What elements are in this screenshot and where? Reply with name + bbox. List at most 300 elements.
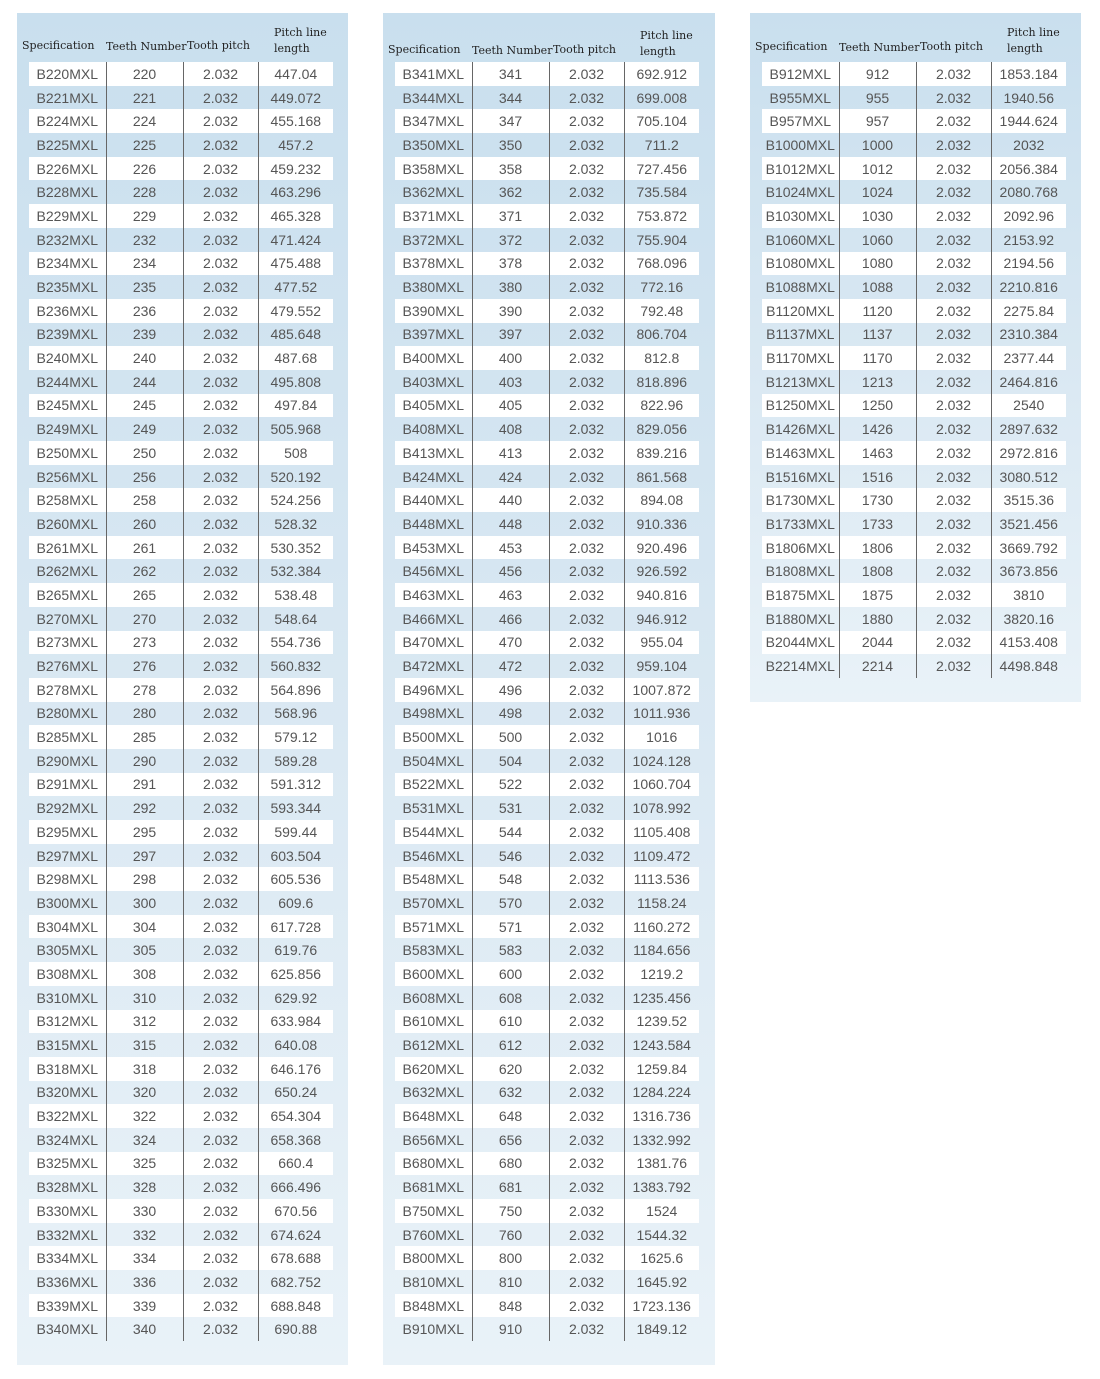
cell-teeth-number: 612 [472, 1033, 549, 1057]
cell-specification: B285MXL [29, 725, 106, 749]
cell-specification: B440MXL [395, 488, 472, 512]
cell-teeth-number: 245 [106, 394, 183, 418]
cell-teeth-number: 456 [472, 559, 549, 583]
cell-pitch-line-length: 447.04 [258, 62, 333, 86]
cell-teeth-number: 290 [106, 749, 183, 773]
cell-teeth-number: 424 [472, 465, 549, 489]
table-row [762, 157, 1066, 181]
cell-specification: B810MXL [402, 1273, 464, 1290]
table-row [29, 86, 333, 110]
belt-table-2 [395, 62, 699, 1341]
cell-specification: B957MXL [762, 109, 839, 133]
cell-teeth-number: 229 [106, 204, 183, 228]
table-row [395, 607, 699, 631]
table-row [762, 62, 1066, 86]
header-length: length [274, 42, 310, 55]
cell-pitch-line-length: 727.456 [624, 157, 699, 181]
cell-specification: B265MXL [29, 583, 106, 607]
table-row [29, 1175, 333, 1199]
table-row [29, 1081, 333, 1105]
table-row [395, 986, 699, 1010]
cell-teeth-number: 912 [839, 62, 916, 86]
cell-specification: B466MXL [402, 610, 464, 627]
table-row [29, 323, 333, 347]
cell-teeth-number: 610 [472, 1010, 549, 1034]
cell-specification: B390MXL [395, 299, 472, 323]
cell-tooth-pitch: 2.032 [549, 583, 624, 607]
cell-specification: B1000MXL [765, 136, 835, 153]
table-row [395, 275, 699, 299]
table-row [395, 1175, 699, 1199]
cell-tooth-pitch: 2.032 [183, 631, 258, 655]
cell-pitch-line-length: 3673.856 [991, 559, 1066, 583]
cell-pitch-line-length: 1259.84 [624, 1057, 699, 1081]
table-row [762, 228, 1066, 252]
cell-specification: B1213MXL [765, 373, 835, 390]
cell-pitch-line-length: 4153.408 [991, 631, 1066, 655]
cell-teeth-number: 1060 [839, 228, 916, 252]
cell-pitch-line-length: 688.848 [258, 1294, 333, 1318]
cell-teeth-number: 1137 [839, 323, 916, 347]
table-row [395, 157, 699, 181]
cell-teeth-number: 244 [106, 370, 183, 394]
cell-tooth-pitch: 2.032 [549, 725, 624, 749]
cell-teeth-number: 400 [472, 346, 549, 370]
header-teeth-number: Teeth Number [839, 41, 920, 54]
cell-specification: B463MXL [395, 583, 472, 607]
cell-pitch-line-length: 699.008 [624, 86, 699, 110]
cell-tooth-pitch: 2.032 [183, 725, 258, 749]
cell-teeth-number: 334 [106, 1246, 183, 1270]
header-tooth-pitch: Tooth pitch [553, 43, 616, 56]
cell-specification: B800MXL [395, 1246, 472, 1270]
cell-tooth-pitch: 2.032 [549, 702, 624, 726]
cell-pitch-line-length: 1940.56 [991, 86, 1066, 110]
cell-pitch-line-length: 2310.384 [991, 323, 1066, 347]
cell-tooth-pitch: 2.032 [183, 133, 258, 157]
table-row [29, 844, 333, 868]
table-row [395, 536, 699, 560]
cell-specification: B583MXL [402, 942, 464, 959]
cell-teeth-number: 955 [839, 86, 916, 110]
cell-tooth-pitch: 2.032 [183, 796, 258, 820]
cell-tooth-pitch: 2.032 [916, 417, 991, 441]
cell-pitch-line-length: 617.728 [258, 915, 333, 939]
cell-teeth-number: 224 [106, 109, 183, 133]
header-tooth-pitch: Tooth pitch [920, 40, 983, 53]
cell-tooth-pitch: 2.032 [183, 607, 258, 631]
table-row [29, 417, 333, 441]
cell-pitch-line-length: 520.192 [258, 465, 333, 489]
table-row [395, 346, 699, 370]
header-specification: Specification [388, 43, 461, 56]
cell-specification: B226MXL [29, 157, 106, 181]
cell-teeth-number: 256 [106, 465, 183, 489]
cell-specification: B1463MXL [762, 441, 839, 465]
table-row [29, 512, 333, 536]
table-row [762, 299, 1066, 323]
header-pitch-line: Pitch line [274, 26, 327, 39]
cell-specification: B522MXL [395, 773, 472, 797]
cell-tooth-pitch: 2.032 [183, 773, 258, 797]
cell-pitch-line-length: 1284.224 [624, 1081, 699, 1105]
cell-teeth-number: 308 [106, 962, 183, 986]
cell-pitch-line-length: 579.12 [258, 725, 333, 749]
cell-specification: B1030MXL [762, 204, 839, 228]
cell-specification: B260MXL [36, 515, 98, 532]
table-row [29, 441, 333, 465]
cell-teeth-number: 332 [106, 1223, 183, 1247]
cell-specification: B358MXL [395, 157, 472, 181]
cell-tooth-pitch: 2.032 [549, 465, 624, 489]
cell-specification: B276MXL [36, 658, 98, 675]
cell-pitch-line-length: 457.2 [258, 133, 333, 157]
cell-teeth-number: 2044 [839, 631, 916, 655]
cell-pitch-line-length: 1016 [624, 725, 699, 749]
cell-specification: B278MXL [29, 678, 106, 702]
cell-tooth-pitch: 2.032 [916, 465, 991, 489]
cell-specification: B1060MXL [765, 231, 835, 248]
cell-teeth-number: 1024 [839, 180, 916, 204]
cell-tooth-pitch: 2.032 [916, 441, 991, 465]
cell-teeth-number: 413 [472, 441, 549, 465]
cell-teeth-number: 504 [472, 749, 549, 773]
table-row [395, 228, 699, 252]
cell-pitch-line-length: 1544.32 [624, 1223, 699, 1247]
table-row [29, 465, 333, 489]
cell-teeth-number: 2214 [839, 654, 916, 678]
table-row [395, 1033, 699, 1057]
cell-tooth-pitch: 2.032 [549, 275, 624, 299]
cell-specification: B334MXL [29, 1246, 106, 1270]
cell-pitch-line-length: 682.752 [258, 1270, 333, 1294]
cell-specification: B224MXL [29, 109, 106, 133]
cell-teeth-number: 800 [472, 1246, 549, 1270]
cell-tooth-pitch: 2.032 [916, 559, 991, 583]
cell-tooth-pitch: 2.032 [183, 488, 258, 512]
table-row [29, 1246, 333, 1270]
cell-tooth-pitch: 2.032 [183, 1223, 258, 1247]
cell-specification: B290MXL [36, 752, 98, 769]
cell-specification: B339MXL [29, 1294, 106, 1318]
cell-specification: B648MXL [395, 1104, 472, 1128]
cell-specification: B270MXL [36, 610, 98, 627]
table-row [395, 1104, 699, 1128]
cell-tooth-pitch: 2.032 [549, 512, 624, 536]
table-row [395, 488, 699, 512]
table-header [383, 13, 715, 63]
cell-tooth-pitch: 2.032 [183, 252, 258, 276]
cell-specification: B362MXL [402, 184, 464, 201]
cell-pitch-line-length: 692.912 [624, 62, 699, 86]
cell-tooth-pitch: 2.032 [183, 559, 258, 583]
table-row [29, 938, 333, 962]
cell-pitch-line-length: 554.736 [258, 631, 333, 655]
cell-specification: B1012MXL [762, 157, 839, 181]
cell-teeth-number: 315 [106, 1033, 183, 1057]
cell-pitch-line-length: 1160.272 [624, 915, 699, 939]
cell-specification: B336MXL [36, 1273, 98, 1290]
cell-pitch-line-length: 463.296 [258, 180, 333, 204]
cell-tooth-pitch: 2.032 [549, 180, 624, 204]
cell-pitch-line-length: 2540 [991, 394, 1066, 418]
cell-teeth-number: 232 [106, 228, 183, 252]
cell-teeth-number: 221 [106, 86, 183, 110]
cell-tooth-pitch: 2.032 [183, 157, 258, 181]
cell-pitch-line-length: 538.48 [258, 583, 333, 607]
cell-teeth-number: 260 [106, 512, 183, 536]
cell-tooth-pitch: 2.032 [549, 346, 624, 370]
cell-tooth-pitch: 2.032 [549, 678, 624, 702]
cell-teeth-number: 1875 [839, 583, 916, 607]
table-row [29, 631, 333, 655]
cell-teeth-number: 910 [472, 1317, 549, 1341]
cell-pitch-line-length: 1524 [624, 1199, 699, 1223]
cell-teeth-number: 750 [472, 1199, 549, 1223]
cell-pitch-line-length: 940.816 [624, 583, 699, 607]
cell-tooth-pitch: 2.032 [549, 1104, 624, 1128]
cell-pitch-line-length: 678.688 [258, 1246, 333, 1270]
cell-tooth-pitch: 2.032 [549, 1317, 624, 1341]
cell-specification: B332MXL [36, 1226, 98, 1243]
cell-pitch-line-length: 1316.736 [624, 1104, 699, 1128]
table-row [395, 654, 699, 678]
cell-pitch-line-length: 755.904 [624, 228, 699, 252]
cell-tooth-pitch: 2.032 [549, 844, 624, 868]
cell-pitch-line-length: 735.584 [624, 180, 699, 204]
table-row [395, 133, 699, 157]
cell-tooth-pitch: 2.032 [916, 157, 991, 181]
cell-specification: B608MXL [402, 989, 464, 1006]
cell-teeth-number: 608 [472, 986, 549, 1010]
cell-pitch-line-length: 1645.92 [624, 1270, 699, 1294]
cell-teeth-number: 1030 [839, 204, 916, 228]
table-panel-1 [17, 13, 348, 1365]
cell-specification: B470MXL [395, 631, 472, 655]
cell-pitch-line-length: 524.256 [258, 488, 333, 512]
cell-pitch-line-length: 629.92 [258, 986, 333, 1010]
cell-pitch-line-length: 2377.44 [991, 346, 1066, 370]
cell-teeth-number: 344 [472, 86, 549, 110]
cell-tooth-pitch: 2.032 [183, 299, 258, 323]
table-panel-3 [750, 13, 1081, 702]
table-row [29, 1057, 333, 1081]
cell-tooth-pitch: 2.032 [549, 1128, 624, 1152]
cell-specification: B225MXL [36, 136, 98, 153]
cell-specification: B1426MXL [765, 421, 835, 438]
cell-teeth-number: 544 [472, 820, 549, 844]
cell-tooth-pitch: 2.032 [183, 1152, 258, 1176]
table-row [29, 1294, 333, 1318]
cell-specification: B1516MXL [765, 468, 835, 485]
cell-tooth-pitch: 2.032 [549, 1294, 624, 1318]
cell-teeth-number: 347 [472, 109, 549, 133]
cell-teeth-number: 226 [106, 157, 183, 181]
cell-pitch-line-length: 1625.6 [624, 1246, 699, 1270]
cell-teeth-number: 1250 [839, 394, 916, 418]
cell-tooth-pitch: 2.032 [183, 1010, 258, 1034]
table-row [29, 1010, 333, 1034]
cell-pitch-line-length: 829.056 [624, 417, 699, 441]
cell-pitch-line-length: 475.488 [258, 252, 333, 276]
cell-pitch-line-length: 568.96 [258, 702, 333, 726]
cell-teeth-number: 291 [106, 773, 183, 797]
cell-teeth-number: 1880 [839, 607, 916, 631]
cell-tooth-pitch: 2.032 [916, 323, 991, 347]
table-row [395, 1081, 699, 1105]
table-row [29, 370, 333, 394]
table-row [395, 370, 699, 394]
table-row [29, 488, 333, 512]
cell-pitch-line-length: 926.592 [624, 559, 699, 583]
cell-specification: B1880MXL [765, 610, 835, 627]
cell-tooth-pitch: 2.032 [549, 536, 624, 560]
cell-pitch-line-length: 1944.624 [991, 109, 1066, 133]
cell-tooth-pitch: 2.032 [549, 986, 624, 1010]
cell-teeth-number: 236 [106, 299, 183, 323]
cell-pitch-line-length: 530.352 [258, 536, 333, 560]
cell-pitch-line-length: 920.496 [624, 536, 699, 560]
cell-tooth-pitch: 2.032 [549, 1246, 624, 1270]
cell-tooth-pitch: 2.032 [549, 299, 624, 323]
cell-specification: B305MXL [36, 942, 98, 959]
cell-teeth-number: 632 [472, 1081, 549, 1105]
cell-tooth-pitch: 2.032 [549, 252, 624, 276]
table-row [395, 512, 699, 536]
table-row [395, 938, 699, 962]
cell-teeth-number: 322 [106, 1104, 183, 1128]
cell-tooth-pitch: 2.032 [916, 180, 991, 204]
cell-pitch-line-length: 1184.656 [624, 938, 699, 962]
table-row [762, 86, 1066, 110]
table-row [29, 702, 333, 726]
cell-teeth-number: 1806 [839, 536, 916, 560]
table-row [29, 1270, 333, 1294]
cell-teeth-number: 810 [472, 1270, 549, 1294]
cell-specification: B324MXL [36, 1131, 98, 1148]
table-row [395, 1152, 699, 1176]
cell-pitch-line-length: 1011.936 [624, 702, 699, 726]
cell-specification: B372MXL [402, 231, 464, 248]
table-row [395, 559, 699, 583]
cell-specification: B424MXL [402, 468, 464, 485]
table-row [29, 109, 333, 133]
cell-teeth-number: 1516 [839, 465, 916, 489]
cell-specification: B405MXL [395, 394, 472, 418]
cell-teeth-number: 292 [106, 796, 183, 820]
cell-pitch-line-length: 1219.2 [624, 962, 699, 986]
table-panel-2 [383, 13, 715, 1365]
cell-teeth-number: 295 [106, 820, 183, 844]
cell-specification: B2044MXL [762, 631, 839, 655]
table-row [395, 1294, 699, 1318]
cell-tooth-pitch: 2.032 [183, 915, 258, 939]
cell-specification: B1024MXL [765, 184, 835, 201]
table-row [29, 252, 333, 276]
cell-specification: B315MXL [36, 1037, 98, 1054]
cell-teeth-number: 297 [106, 844, 183, 868]
cell-specification: B912MXL [762, 62, 839, 86]
cell-tooth-pitch: 2.032 [183, 512, 258, 536]
table-row [29, 796, 333, 820]
cell-tooth-pitch: 2.032 [549, 773, 624, 797]
table-row [29, 725, 333, 749]
cell-pitch-line-length: 505.968 [258, 417, 333, 441]
cell-pitch-line-length: 487.68 [258, 346, 333, 370]
belt-table-1 [29, 62, 333, 1341]
table-row [395, 915, 699, 939]
cell-specification: B330MXL [29, 1199, 106, 1223]
cell-specification: B620MXL [395, 1057, 472, 1081]
cell-teeth-number: 371 [472, 204, 549, 228]
cell-tooth-pitch: 2.032 [549, 133, 624, 157]
cell-teeth-number: 324 [106, 1128, 183, 1152]
cell-teeth-number: 1213 [839, 370, 916, 394]
cell-specification: B544MXL [395, 820, 472, 844]
cell-pitch-line-length: 2153.92 [991, 228, 1066, 252]
cell-teeth-number: 325 [106, 1152, 183, 1176]
table-row [29, 394, 333, 418]
cell-specification: B325MXL [29, 1152, 106, 1176]
cell-tooth-pitch: 2.032 [916, 536, 991, 560]
cell-tooth-pitch: 2.032 [183, 62, 258, 86]
cell-teeth-number: 1463 [839, 441, 916, 465]
cell-pitch-line-length: 792.48 [624, 299, 699, 323]
table-row [29, 299, 333, 323]
cell-tooth-pitch: 2.032 [183, 962, 258, 986]
cell-tooth-pitch: 2.032 [549, 891, 624, 915]
cell-teeth-number: 1170 [839, 346, 916, 370]
cell-pitch-line-length: 2092.96 [991, 204, 1066, 228]
header-specification: Specification [22, 39, 95, 52]
cell-specification: B955MXL [769, 89, 831, 106]
cell-teeth-number: 240 [106, 346, 183, 370]
cell-specification: B610MXL [395, 1010, 472, 1034]
cell-tooth-pitch: 2.032 [916, 488, 991, 512]
cell-specification: B229MXL [29, 204, 106, 228]
cell-teeth-number: 680 [472, 1152, 549, 1176]
cell-tooth-pitch: 2.032 [183, 109, 258, 133]
cell-pitch-line-length: 1239.52 [624, 1010, 699, 1034]
cell-specification: B531MXL [402, 800, 464, 817]
cell-specification: B378MXL [395, 252, 472, 276]
cell-tooth-pitch: 2.032 [183, 1199, 258, 1223]
cell-tooth-pitch: 2.032 [183, 323, 258, 347]
cell-pitch-line-length: 2056.384 [991, 157, 1066, 181]
cell-pitch-line-length: 633.984 [258, 1010, 333, 1034]
cell-teeth-number: 466 [472, 607, 549, 631]
cell-teeth-number: 280 [106, 702, 183, 726]
cell-tooth-pitch: 2.032 [916, 86, 991, 110]
cell-specification: B448MXL [402, 515, 464, 532]
cell-tooth-pitch: 2.032 [916, 394, 991, 418]
cell-teeth-number: 262 [106, 559, 183, 583]
table-row [395, 109, 699, 133]
cell-pitch-line-length: 3080.512 [991, 465, 1066, 489]
cell-pitch-line-length: 705.104 [624, 109, 699, 133]
table-row [29, 1033, 333, 1057]
table-row [762, 252, 1066, 276]
cell-specification: B600MXL [395, 962, 472, 986]
cell-pitch-line-length: 646.176 [258, 1057, 333, 1081]
table-row [29, 867, 333, 891]
cell-specification: B1137MXL [766, 326, 835, 343]
cell-pitch-line-length: 711.2 [624, 133, 699, 157]
table-row [395, 86, 699, 110]
header-length: length [640, 45, 676, 58]
cell-tooth-pitch: 2.032 [549, 1270, 624, 1294]
cell-tooth-pitch: 2.032 [916, 109, 991, 133]
